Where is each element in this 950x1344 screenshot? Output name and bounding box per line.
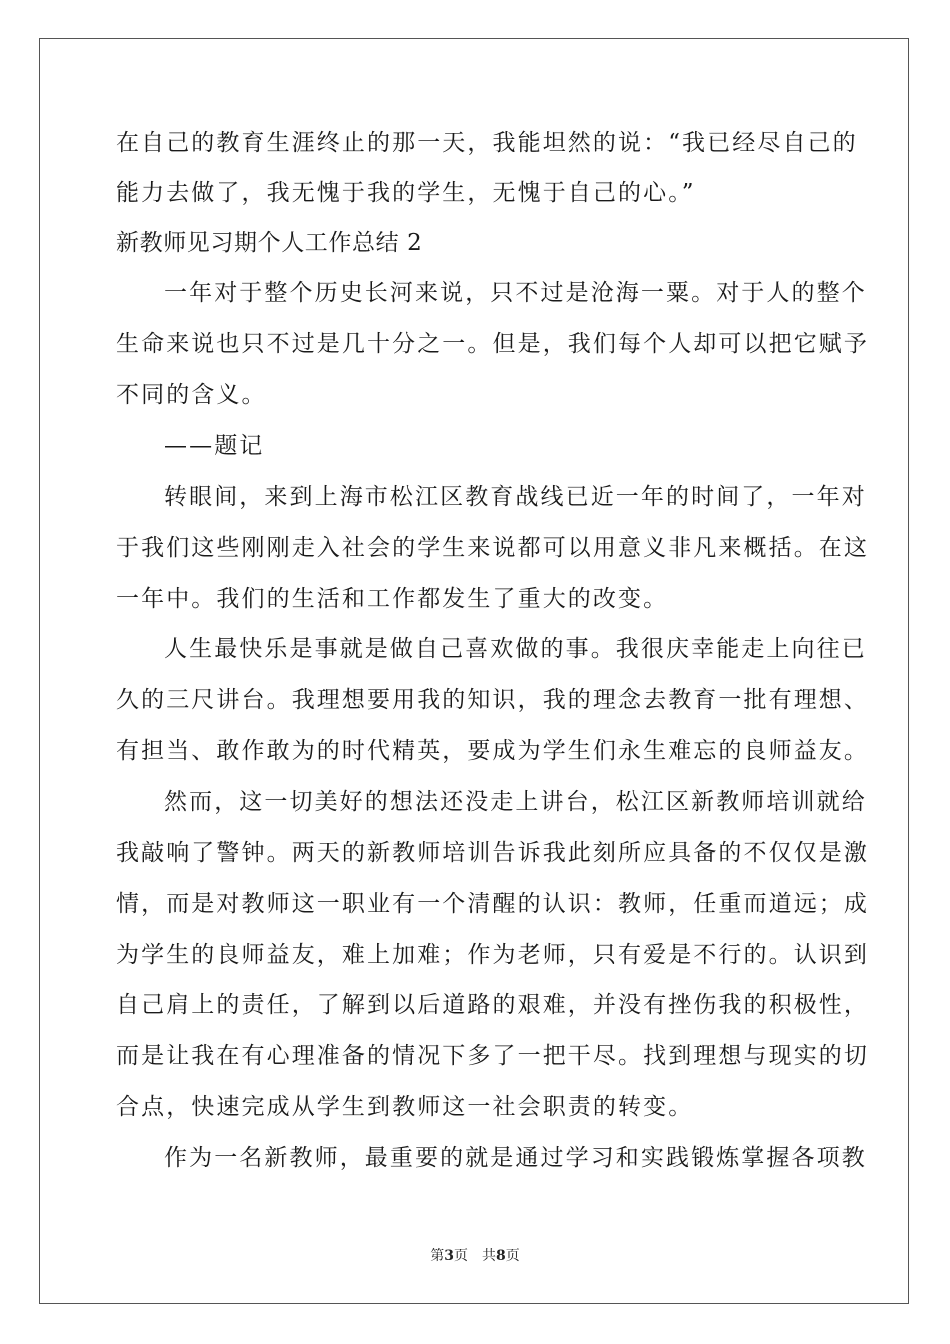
body-line: 久的三尺讲台。我理想要用我的知识，我的理念去教育一批有理想、 <box>116 687 869 713</box>
body-line: 一年对于整个历史长河来说，只不过是沧海一粟。对于人的整个 <box>164 280 867 306</box>
body-line: 自己肩上的责任，了解到以后道路的艰难，并没有挫伤我的积极性， <box>116 992 869 1018</box>
page-suffix: 页 <box>505 1248 520 1264</box>
page-number: 3 <box>444 1248 454 1264</box>
total-pages: 8 <box>496 1248 506 1264</box>
epigraph-attribution: ——题记 <box>164 433 265 459</box>
section-heading: 新教师见习期个人工作总结 2 <box>116 230 423 256</box>
body-line: 在自己的教育生涯终止的那一天，我能坦然的说：“我已经尽自己的 <box>116 130 858 156</box>
body-line: 我敲响了警钟。两天的新教师培训告诉我此刻所应具备的不仅仅是激 <box>116 840 869 866</box>
body-line: 不同的含义。 <box>116 382 267 408</box>
body-line: 生命来说也只不过是几十分之一。但是，我们每个人却可以把它赋予 <box>116 331 869 357</box>
body-line: 为学生的良师益友，难上加难；作为老师，只有爱是不行的。认识到 <box>116 942 869 968</box>
body-line: 合点，快速完成从学生到教师这一社会职责的转变。 <box>116 1094 694 1120</box>
page-prefix: 第 <box>430 1248 445 1264</box>
body-line: 一年中。我们的生活和工作都发生了重大的改变。 <box>116 586 669 612</box>
body-line: 然而，这一切美好的想法还没走上讲台，松江区新教师培训就给 <box>164 789 867 815</box>
body-line: 于我们这些刚刚走入社会的学生来说都可以用意义非凡来概括。在这 <box>116 535 869 561</box>
body-line: 人生最快乐是事就是做自己喜欢做的事。我很庆幸能走上向往已 <box>164 636 867 662</box>
page-footer <box>0 1247 950 1265</box>
page-separator: 页 共 <box>454 1248 496 1264</box>
body-line: 情，而是对教师这一职业有一个清醒的认识：教师，任重而道远；成 <box>116 891 869 917</box>
body-line: 而是让我在有心理准备的情况下多了一把干尽。找到理想与现实的切 <box>116 1043 869 1069</box>
body-line: 转眼间，来到上海市松江区教育战线已近一年的时间了，一年对 <box>164 484 867 510</box>
body-line: 能力去做了，我无愧于我的学生，无愧于自己的心。” <box>116 180 696 206</box>
body-line: 有担当、敢作敢为的时代精英，要成为学生们永生难忘的良师益友。 <box>116 738 869 764</box>
body-line: 作为一名新教师，最重要的就是通过学习和实践锻炼掌握各项教 <box>164 1145 867 1171</box>
